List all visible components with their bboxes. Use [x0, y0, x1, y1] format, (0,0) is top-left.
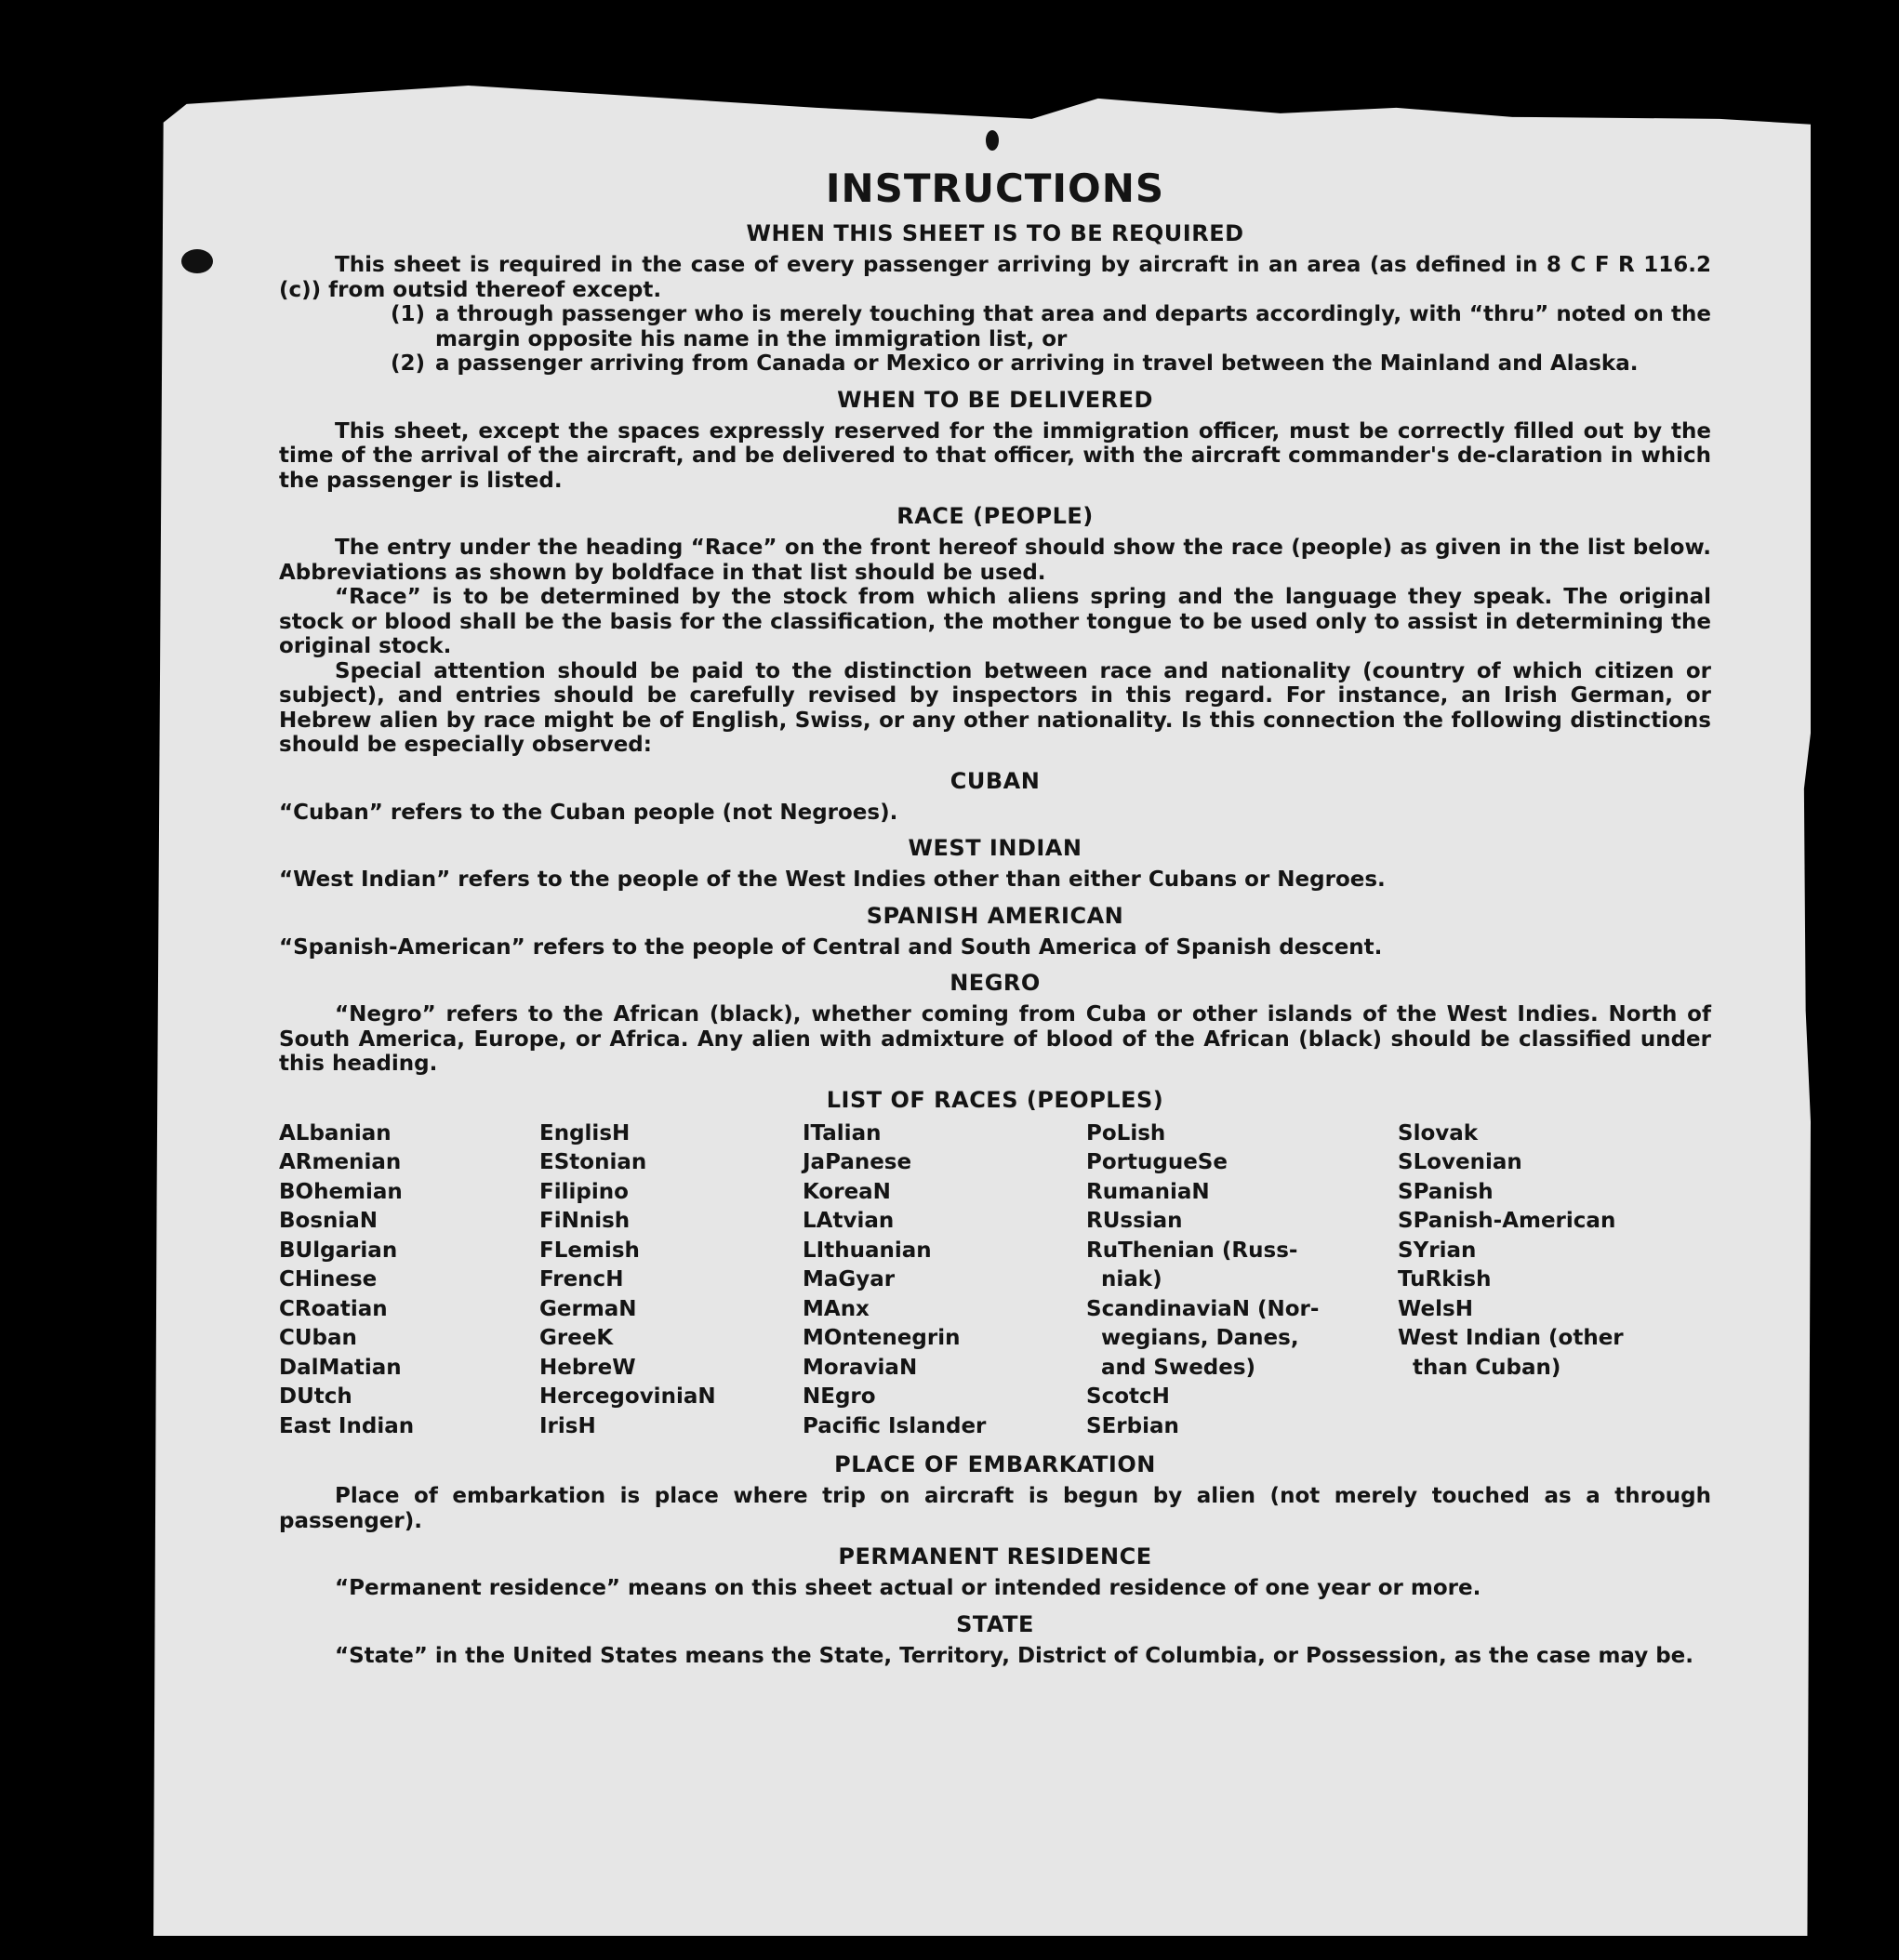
race-entry: CHinese	[279, 1267, 378, 1291]
page-title: INSTRUCTIONS	[825, 166, 1165, 211]
heading-west-indian: WEST INDIAN	[908, 835, 1082, 861]
race-paragraph-1: The entry under the heading “Race” on the front hereof should show the race (people) as given in the list below. Abbreviations as shown by boldface in that list should be used.	[279, 536, 1711, 585]
race-entry: BOhemian	[279, 1179, 403, 1204]
delivered-text: This sheet, except the spaces expressly reserved for the immigration officer, must be correctly filled out by the time of the arrival of the aircraft, and be delivered to that officer, with the aircraft commander's de-claration in which the passenger is listed.	[279, 418, 1711, 493]
race-entry: RuThenian (Russ-	[1086, 1238, 1298, 1263]
heading-list-of-races: LIST OF RACES (PEOPLES)	[826, 1086, 1164, 1113]
race-entry: ARmenian	[279, 1150, 402, 1174]
race-entry: and Swedes)	[1086, 1355, 1256, 1380]
heading-state: STATE	[956, 1610, 1034, 1637]
race-entry: KoreaN	[803, 1179, 891, 1204]
race-entry: PortugueSe	[1086, 1150, 1228, 1174]
exception-number: (2)	[391, 351, 426, 376]
race-entry: West Indian (other	[1398, 1326, 1624, 1350]
exceptions-list	[391, 302, 1711, 377]
heading-permanent-residence: PERMANENT RESIDENCE	[838, 1543, 1152, 1569]
race-entry: BUlgarian	[279, 1238, 398, 1263]
race-entry: RUssian	[1086, 1209, 1183, 1233]
ink-blot	[986, 130, 999, 151]
race-entry: ALbanian	[279, 1120, 392, 1146]
cuban-text: “Cuban” refers to the Cuban people (not Negroes).	[279, 800, 898, 825]
race-list	[279, 1119, 1711, 1442]
ink-blot	[181, 249, 213, 273]
exception-text: a passenger arriving from Canada or Mexico or arriving in travel between the Mainland and Alaska.	[435, 351, 1639, 376]
race-entry: IrisH	[539, 1413, 596, 1438]
race-entry: GreeK	[539, 1326, 614, 1350]
race-entry: FrencH	[539, 1267, 624, 1291]
race-paragraph-3: Special attention should be paid to the distinction between race and nationality (country of which citizen or subject), and entries should be carefully revised by inspectors in this regard. For instance, an Irish German, or Hebrew alien by race might be of English, Swiss, or any other nationality. Is this connection the following distinctions should be especially observed:	[279, 658, 1711, 757]
race-entry: NEgro	[803, 1384, 876, 1409]
heading-embarkation: PLACE OF EMBARKATION	[834, 1451, 1156, 1477]
heading-negro: NEGRO	[950, 970, 1041, 996]
race-entry: MOntenegrin	[803, 1326, 961, 1350]
required-intro: This sheet is required in the case of every passenger arriving by aircraft in an area (as defined in 8 C F R 116.2 (c)) from outsid thereof except.	[279, 253, 1711, 302]
race-entry: EnglisH	[539, 1120, 631, 1146]
west-indian-text: “West Indian” refers to the people of the West Indies other than either Cubans or Negroes.	[279, 867, 1386, 892]
race-entry: ScotcH	[1086, 1384, 1170, 1409]
state-text: “State” in the United States means the State, Territory, District of Columbia, or Possession, as the case may be.	[335, 1643, 1694, 1668]
heading-spanish-american: SPANISH AMERICAN	[866, 902, 1124, 929]
race-entry: wegians, Danes,	[1086, 1326, 1299, 1350]
exception-item	[391, 302, 1711, 351]
race-entry: SYrian	[1398, 1238, 1477, 1263]
race-entry: CRoatian	[279, 1296, 388, 1321]
race-entry: RumaniaN	[1086, 1179, 1210, 1204]
race-entry: niak)	[1086, 1267, 1162, 1291]
race-column	[1398, 1119, 1705, 1442]
race-entry: Slovak	[1398, 1120, 1479, 1146]
exception-text: a through passenger who is merely touching that area and departs accordingly, with “thru” noted on the margin opposite his name in the immigration list, or	[435, 302, 1711, 351]
heading-race: RACE (PEOPLE)	[896, 503, 1094, 529]
race-entry: than Cuban)	[1398, 1355, 1561, 1380]
race-column	[1086, 1119, 1398, 1442]
heading-when-delivered: WHEN TO BE DELIVERED	[837, 386, 1153, 413]
race-entry: TuRkish	[1398, 1267, 1492, 1291]
race-column	[279, 1119, 539, 1442]
race-entry: East Indian	[279, 1413, 415, 1438]
residence-text: “Permanent residence” means on this sheet actual or intended residence of one year or more.	[335, 1576, 1481, 1600]
race-entry: LAtvian	[803, 1209, 895, 1233]
race-entry: DUtch	[279, 1384, 352, 1409]
race-paragraph-2: “Race” is to be determined by the stock from which aliens spring and the language they speak. The original stock or blood shall be the basis for the classification, the mother tongue to be used only to assist in determining the original stock.	[279, 585, 1711, 658]
heading-cuban: CUBAN	[950, 767, 1041, 794]
race-entry: MoraviaN	[803, 1355, 918, 1380]
race-entry: BosniaN	[279, 1209, 378, 1233]
race-entry: GermaN	[539, 1296, 637, 1321]
race-entry: MaGyar	[803, 1267, 896, 1291]
heading-when-required: WHEN THIS SHEET IS TO BE REQUIRED	[746, 220, 1244, 246]
race-entry: PoLish	[1086, 1120, 1166, 1146]
race-entry: ITalian	[803, 1120, 882, 1146]
race-entry: EStonian	[539, 1150, 647, 1174]
race-entry: CUban	[279, 1326, 357, 1350]
race-entry: SPanish	[1398, 1179, 1494, 1204]
race-entry: HebreW	[539, 1355, 636, 1380]
exception-item	[391, 351, 1711, 377]
race-entry: Filipino	[539, 1179, 629, 1204]
exception-number: (1)	[391, 302, 426, 326]
race-entry: DalMatian	[279, 1355, 402, 1380]
race-entry: JaPanese	[803, 1150, 912, 1174]
race-entry: FiNnish	[539, 1209, 631, 1233]
race-column	[803, 1119, 1086, 1442]
race-entry: MAnx	[803, 1296, 870, 1321]
race-entry: LIthuanian	[803, 1238, 932, 1263]
instructions-content	[279, 167, 1711, 1668]
embarkation-text: Place of embarkation is place where trip on aircraft is begun by alien (not merely touched as a through passenger).	[279, 1484, 1711, 1533]
race-entry: ScandinaviaN (Nor-	[1086, 1296, 1320, 1321]
race-entry: SErbian	[1086, 1413, 1179, 1438]
race-entry: Pacific Islander	[803, 1413, 987, 1438]
spanish-american-text: “Spanish-American” refers to the people of Central and South America of Spanish descent.	[279, 934, 1383, 960]
negro-text: “Negro” refers to the African (black), whether coming from Cuba or other islands of the West Indies. North of South America, Europe, or Africa. Any alien with admixture of blood of the African (black) should be classified under this heading.	[279, 1002, 1711, 1076]
race-column	[539, 1119, 803, 1442]
race-entry: SLovenian	[1398, 1150, 1522, 1174]
race-entry: WelsH	[1398, 1296, 1473, 1321]
race-entry: SPanish-American	[1398, 1209, 1616, 1233]
race-entry: FLemish	[539, 1238, 640, 1263]
race-entry: HercegoviniaN	[539, 1384, 716, 1409]
